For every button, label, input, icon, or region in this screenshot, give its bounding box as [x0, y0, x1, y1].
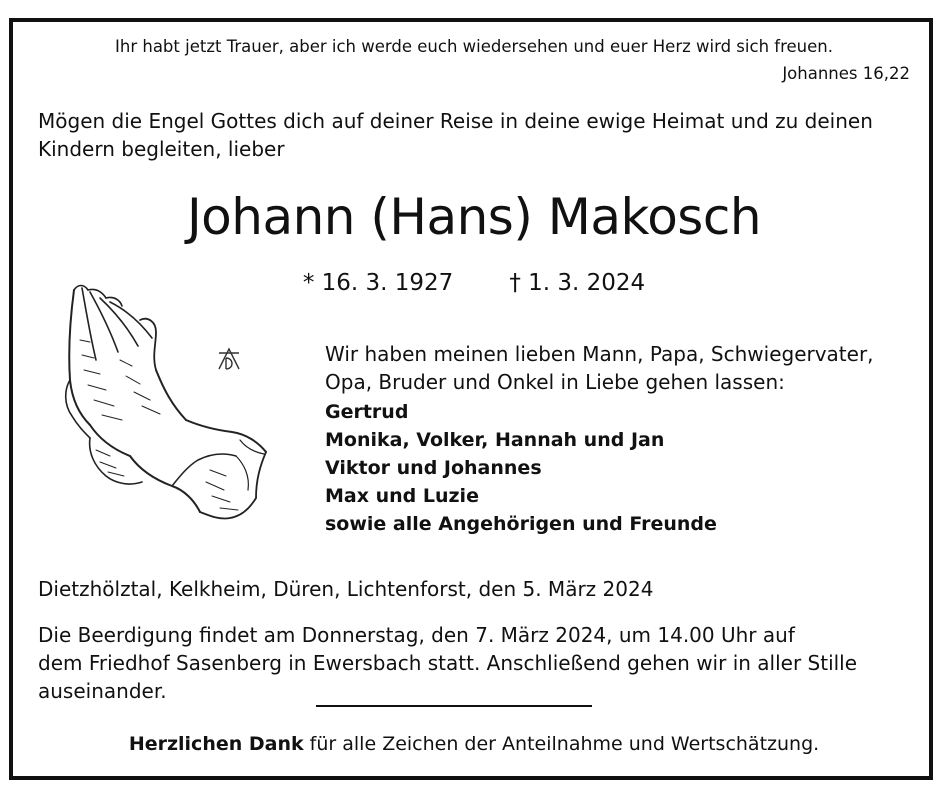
deceased-name: Johann (Hans) Makosch: [186, 188, 762, 246]
funeral-notice: [38, 621, 857, 705]
list-item: Gertrud: [325, 401, 409, 423]
bible-quote: Ihr habt jetzt Trauer, aber ich werde euch wiedersehen und euer Herz wird sich freuen.: [115, 37, 833, 56]
thanks-line: [0, 733, 948, 755]
mourners-intro-line-1: Wir haben meinen lieben Mann, Papa, Schwiegervater,: [325, 342, 874, 366]
intro-text: [38, 107, 873, 163]
mourners-list: [325, 398, 717, 538]
list-item: Max und Luzie: [325, 485, 479, 507]
thanks-bold: Herzlichen Dank: [128, 733, 304, 755]
list-item: Monika, Volker, Hannah und Jan: [325, 429, 665, 451]
thanks-rest: für alle Zeichen der Anteilnahme und Wertschätzung.: [303, 733, 820, 755]
monogram-icon: [215, 345, 243, 373]
divider: [316, 705, 592, 707]
birth-date: * 16. 3. 1927: [302, 270, 454, 296]
funeral-line-2: dem Friedhof Sasenberg in Ewersbach statt. Anschließend gehen wir in aller Stille: [38, 651, 858, 675]
praying-hands-icon: [60, 280, 275, 530]
funeral-line-3: auseinander.: [38, 679, 167, 703]
funeral-line-1: Die Beerdigung findet am Donnerstag, den 7. März 2024, um 14.00 Uhr auf: [38, 623, 795, 647]
place-date: Dietzhölztal, Kelkheim, Düren, Lichtenforst, den 5. März 2024: [38, 577, 654, 601]
death-date: † 1. 3. 2024: [509, 270, 646, 296]
intro-line-2: Kindern begleiten, lieber: [38, 137, 285, 161]
mourners-intro-line-2: Opa, Bruder und Onkel in Liebe gehen lassen:: [325, 370, 785, 394]
list-item: Viktor und Johannes: [325, 457, 542, 479]
list-item: sowie alle Angehörigen und Freunde: [325, 513, 717, 535]
bible-reference: Johannes 16,22: [782, 64, 910, 83]
intro-line-1: Mögen die Engel Gottes dich auf deiner Reise in deine ewige Heimat und zu deinen: [38, 109, 873, 133]
mourners-intro: [325, 340, 874, 396]
